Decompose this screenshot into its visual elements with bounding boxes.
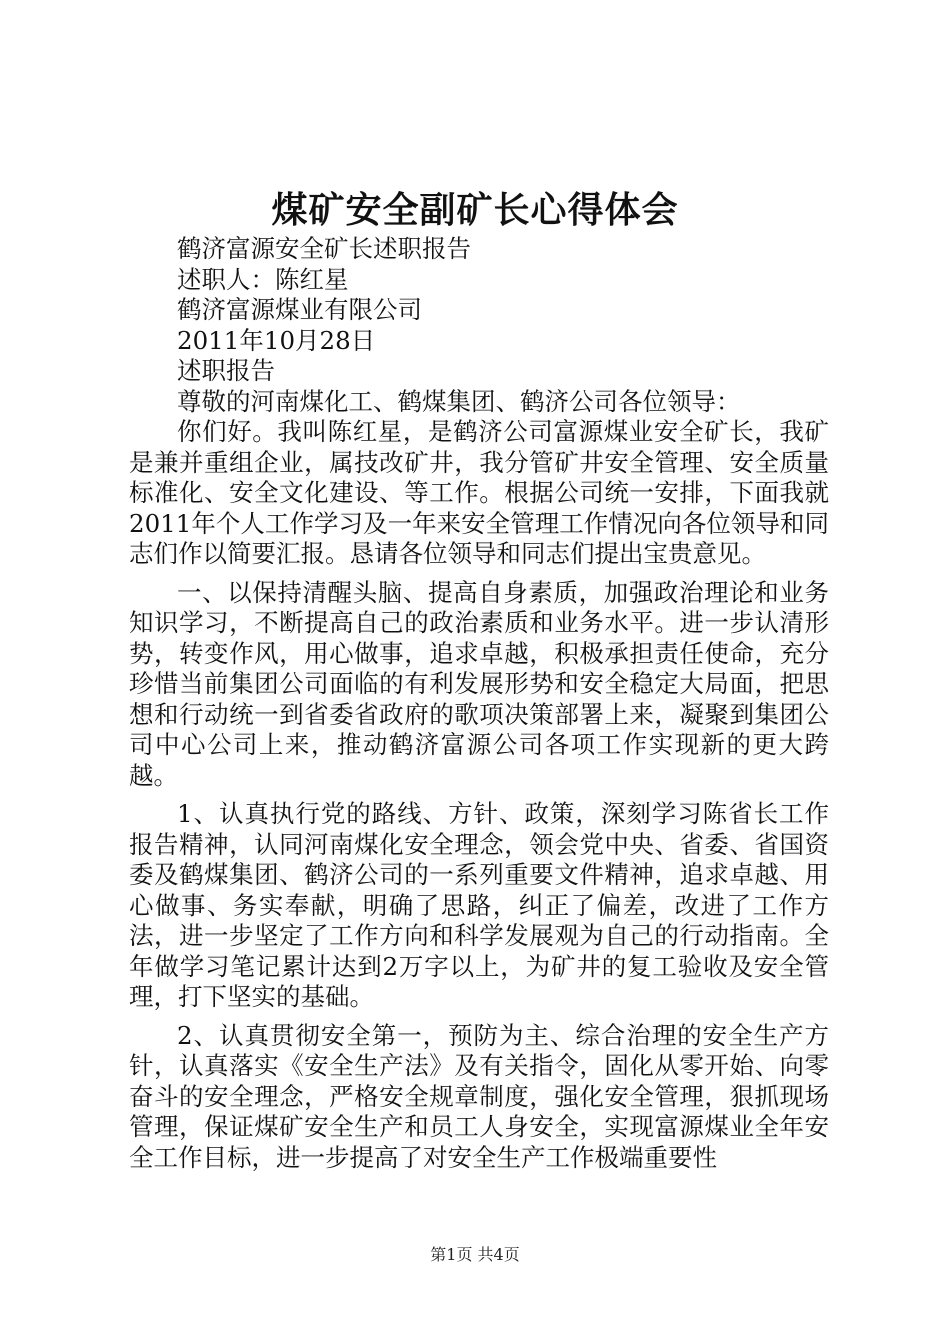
paragraph-item-one: 1、认真执行党的路线、方针、政策，深刻学习陈省长工作报告精神，认同河南煤化安全理念，领会党中央、省委、省国资委及鹤煤集团、鹤济公司的一系列重要文件精神，追求卓越、用心做事、务实奉献，明确了思路，纠正了偏差，改进了工作方法，进一步坚定了工作方向和科学发展观为自己的行动指南。全年做学习笔记累计达到2万字以上，为矿井的复工验收及安全管理，打下坚实的基础。 [129, 799, 829, 1011]
company-line: 鹤济富源煤业有限公司 [177, 295, 422, 324]
report-heading: 鹤济富源安全矿长述职报告 [177, 234, 471, 263]
paragraph-intro: 你们好。我叫陈红星，是鹤济公司富源煤业安全矿长，我矿是兼并重组企业，属技改矿井，我分管矿井安全管理、安全质量标准化、安全文化建设、等工作。根据公司统一安排，下面我就2011年个人工作学习及一年来安全管理工作情况向各位领导和同志们作以简要汇报。恳请各位领导和同志们提出宝贵意见。 [129, 417, 829, 568]
date-line: 2011年10月28日 [177, 325, 376, 355]
paragraph-section-one: 一、以保持清醒头脑、提高自身素质，加强政治理论和业务知识学习，不断提高自己的政治素质和业务水平。进一步认清形势，转变作风，用心做事，追求卓越，积极承担责任使命，充分珍惜当前集团公司面临的有利发展形势和安全稳定大局面，把思想和行动统一到省委省政府的歌项决策部署上来，凝聚到集团公司中心公司上来，推动鹤济富源公司各项工作实现新的更大跨越。 [129, 577, 829, 790]
salutation: 尊敬的河南煤化工、鹤煤集团、鹤济公司各位领导： [177, 386, 741, 416]
section-label: 述职报告 [177, 356, 275, 385]
document-body [129, 234, 829, 1173]
page-footer: 第1页 共4页 [430, 1245, 520, 1264]
paragraph-item-two: 2、认真贯彻安全第一，预防为主、综合治理的安全生产方针，认真落实《安全生产法》及有关指令，固化从零开始、向零奋斗的安全理念，严格安全规章制度，强化安全管理，狠抓现场管理，保证煤矿安全生产和员工人身安全，实现富源煤业全年安全工作目标，进一步提高了对安全生产工作极端重要性 [129, 1020, 829, 1172]
reporter-line: 述职人：陈红星 [177, 264, 349, 294]
document-title: 煤矿安全副矿长心得体会 [271, 189, 679, 231]
